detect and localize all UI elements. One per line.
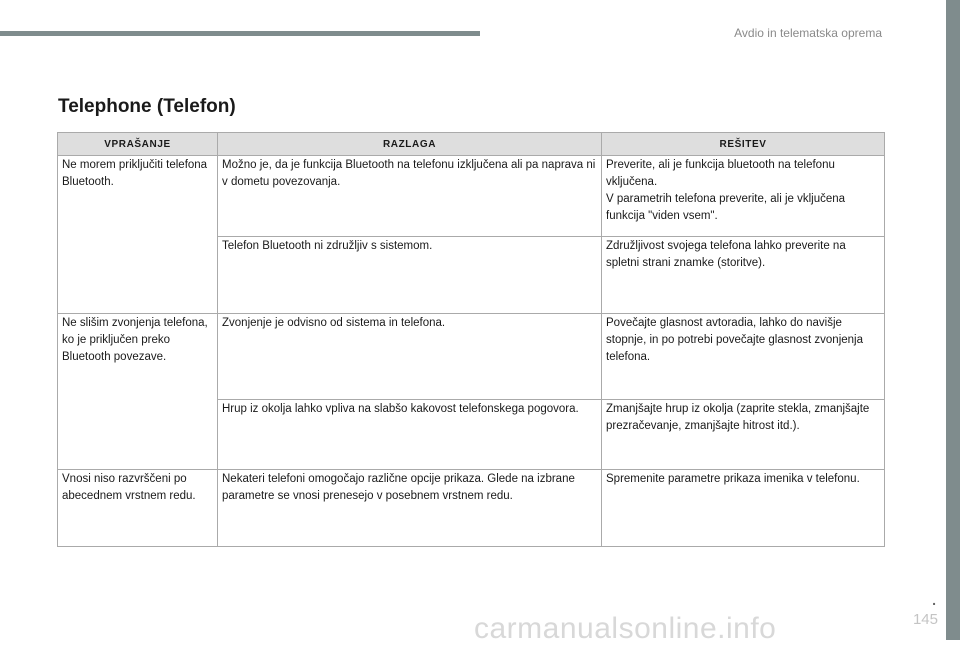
page-edge-band bbox=[946, 0, 960, 640]
cause-cell: Zvonjenje je odvisno od sistema in telefona. bbox=[218, 314, 602, 400]
question-cell: Vnosi niso razvrščeni po abecednem vrstnem redu. bbox=[58, 470, 218, 547]
column-header-cause: RAZLAGA bbox=[218, 133, 602, 156]
table-row bbox=[58, 314, 885, 400]
solution-line: Preverite, ali je funkcija bluetooth na telefonu vključena. bbox=[606, 159, 835, 188]
watermark: carmanualsonline.info bbox=[474, 612, 777, 645]
page-title: Telephone (Telefon) bbox=[58, 96, 236, 117]
solution-cell: Spremenite parametre prikaza imenika v telefonu. bbox=[602, 470, 885, 547]
page-number: 145 bbox=[912, 611, 938, 628]
cause-cell: Možno je, da je funkcija Bluetooth na telefonu izključena ali pa naprava ni v dometu povezovanja. bbox=[218, 156, 602, 237]
table-header-row bbox=[58, 133, 885, 156]
cause-cell: Nekateri telefoni omogočajo različne opcije prikaza. Glede na izbrane parametre se vnosi prenesejo v posebnem vrstnem redu. bbox=[218, 470, 602, 547]
section-title: Avdio in telematska oprema bbox=[734, 26, 882, 40]
column-header-question: VPRAŠANJE bbox=[58, 133, 218, 156]
cause-cell: Hrup iz okolja lahko vpliva na slabšo kakovost telefonskega pogovora. bbox=[218, 400, 602, 470]
column-header-solution: REŠITEV bbox=[602, 133, 885, 156]
question-cell: Ne morem priključiti telefona Bluetooth. bbox=[58, 156, 218, 314]
solution-cell: Zmanjšajte hrup iz okolja (zaprite stekla, zmanjšajte prezračevanje, zmanjšajte hitrost itd.). bbox=[602, 400, 885, 470]
solution-cell: Povečajte glasnost avtoradia, lahko do navišje stopnje, in po potrebi povečajte glasnost zvonjenja telefona. bbox=[602, 314, 885, 400]
question-cell: Ne slišim zvonjenja telefona, ko je priključen preko Bluetooth povezave. bbox=[58, 314, 218, 470]
header-rule bbox=[0, 31, 480, 36]
page-marker: . bbox=[932, 592, 936, 608]
table-row bbox=[58, 156, 885, 237]
solution-cell bbox=[602, 156, 885, 237]
cause-cell: Telefon Bluetooth ni združljiv s sistemom. bbox=[218, 237, 602, 314]
solution-line: V parametrih telefona preverite, ali je vključena funkcija "viden vsem". bbox=[606, 193, 846, 222]
troubleshooting-table bbox=[57, 132, 885, 547]
solution-cell: Združljivost svojega telefona lahko preverite na spletni strani znamke (storitve). bbox=[602, 237, 885, 314]
table-row bbox=[58, 470, 885, 547]
